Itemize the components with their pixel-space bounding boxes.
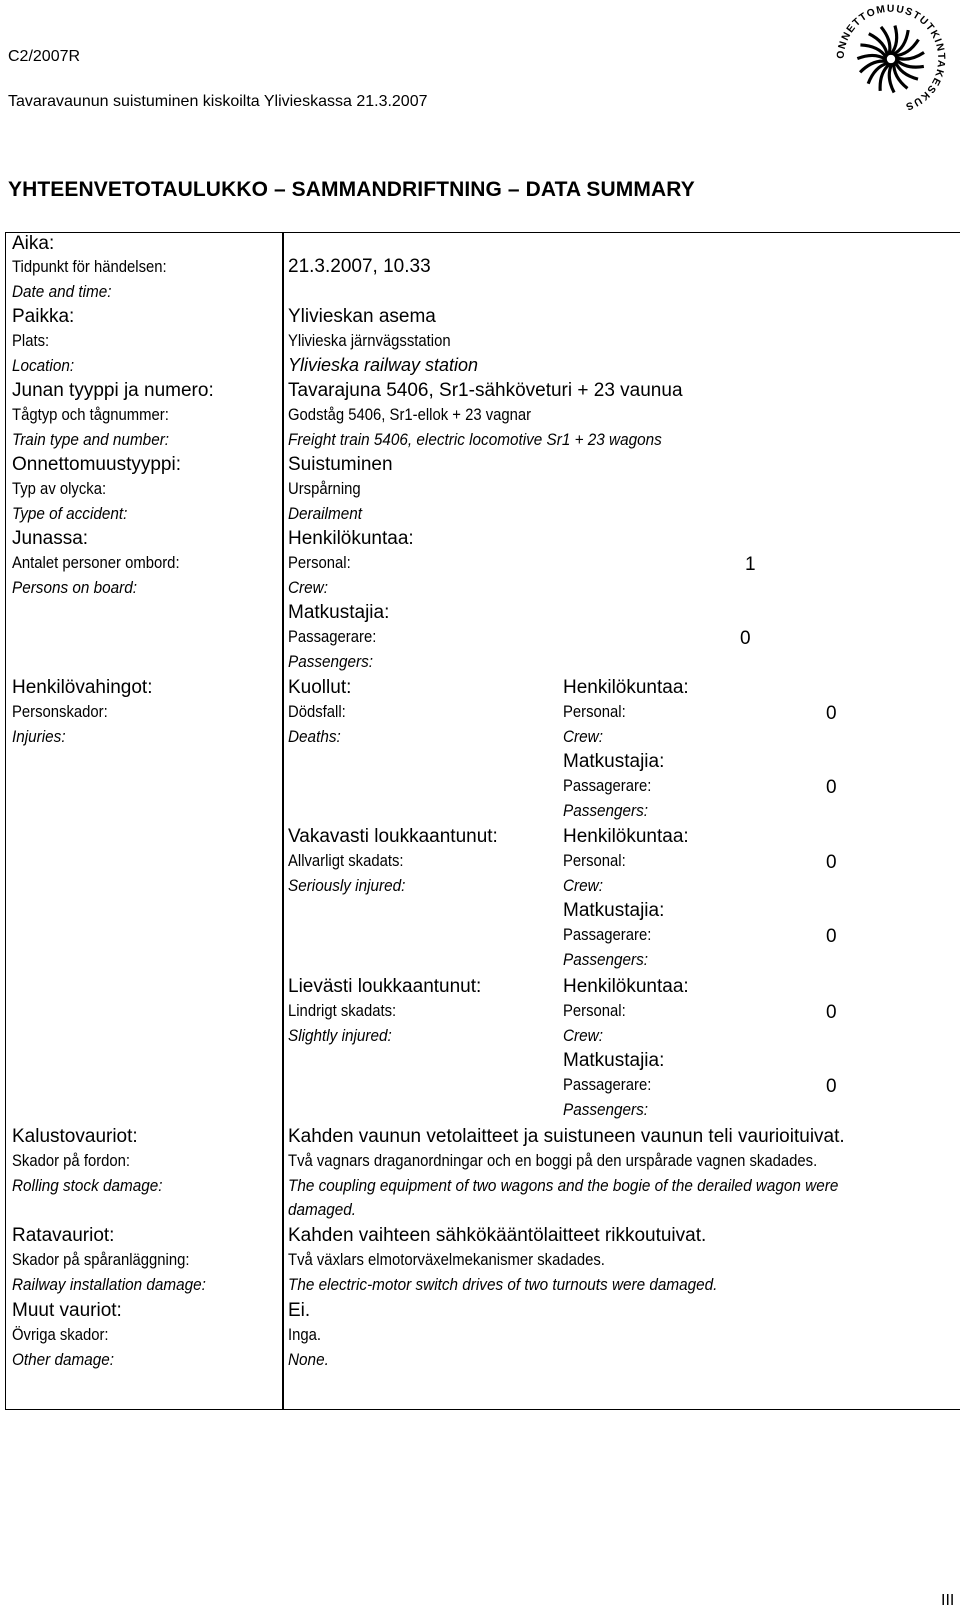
page-number: III xyxy=(941,1592,955,1609)
rolling-stock-value-en-cont: damaged. xyxy=(288,1200,357,1219)
label-rolling-stock-fi: Kalustovauriot: xyxy=(12,1126,138,1147)
label-train-fi: Junan tyyppi ja numero: xyxy=(12,380,214,401)
value-location-en: Ylivieska railway station xyxy=(288,355,479,375)
serious-crew-fi: Henkilökuntaa: xyxy=(563,826,689,847)
onnettomuustutkintakeskus-logo xyxy=(832,0,950,118)
summary-heading: YHTEENVETOTAULUKKO – SAMMANDRIFTNING – DATA SUMMARY xyxy=(8,178,695,201)
onboard-pass-en: Passengers: xyxy=(288,652,374,671)
label-other-en: Other damage: xyxy=(12,1350,115,1369)
column-divider xyxy=(282,232,284,1410)
onboard-crew-fi: Henkilökuntaa: xyxy=(288,528,414,549)
label-accident-fi: Onnettomuustyyppi: xyxy=(12,454,181,475)
label-location-sv: Plats: xyxy=(12,332,50,350)
serious-pass-fi: Matkustajia: xyxy=(563,900,665,921)
label-onboard-sv: Antalet personer ombord: xyxy=(12,554,180,572)
serious-pass-value: 0 xyxy=(826,926,837,947)
label-railway-sv: Skador på spåranläggning: xyxy=(12,1251,190,1269)
label-accident-sv: Typ av olycka: xyxy=(12,480,107,498)
value-accident-sv: Urspårning xyxy=(288,480,361,498)
slight-label-fi: Lievästi loukkaantunut: xyxy=(288,976,482,997)
serious-label-fi: Vakavasti loukkaantunut: xyxy=(288,826,498,847)
value-accident-en: Derailment xyxy=(288,504,362,523)
slight-crew-en: Crew: xyxy=(563,1026,603,1045)
serious-crew-sv: Personal: xyxy=(563,852,626,870)
label-location-en: Location: xyxy=(12,356,75,375)
deaths-crew-en: Crew: xyxy=(563,727,603,746)
svg-text:ONNETTOMUUSTUTKINTAKESKUS: ONNETTOMUUSTUTKINTAKESKUS xyxy=(835,3,947,113)
label-train-en: Train type and number: xyxy=(12,430,170,449)
other-value-sv: Inga. xyxy=(288,1326,322,1344)
label-onboard-fi: Junassa: xyxy=(12,528,89,549)
value-time: 21.3.2007, 10.33 xyxy=(288,256,431,277)
onboard-pass-sv: Passagerare: xyxy=(288,628,377,646)
label-time-fi: Aika: xyxy=(12,233,55,254)
slight-pass-fi: Matkustajia: xyxy=(563,1050,665,1071)
onboard-crew-value: 1 xyxy=(745,554,756,575)
deaths-crew-sv: Personal: xyxy=(563,703,626,721)
onboard-pass-value: 0 xyxy=(740,628,751,649)
deaths-pass-en: Passengers: xyxy=(563,801,649,820)
onboard-pass-fi: Matkustajia: xyxy=(288,602,390,623)
onboard-crew-en: Crew: xyxy=(288,578,328,597)
slight-crew-value: 0 xyxy=(826,1002,837,1023)
rolling-stock-value-en: The coupling equipment of two wagons and the bogie of the derailed wagon were xyxy=(288,1176,839,1195)
slight-pass-sv: Passagerare: xyxy=(563,1076,652,1094)
label-time-sv: Tidpunkt för händelsen: xyxy=(12,258,167,276)
railway-value-sv: Två växlars elmotorväxelmekanismer skadades. xyxy=(288,1251,605,1269)
label-injuries-sv: Personskador: xyxy=(12,703,108,721)
label-rolling-stock-sv: Skador på fordon: xyxy=(12,1152,131,1170)
deaths-label-fi: Kuollut: xyxy=(288,677,352,698)
deaths-pass-fi: Matkustajia: xyxy=(563,751,665,772)
serious-crew-en: Crew: xyxy=(563,876,603,895)
label-railway-en: Railway installation damage: xyxy=(12,1275,206,1294)
serious-pass-sv: Passagerare: xyxy=(563,926,652,944)
document-title: Tavaravaunun suistuminen kiskoilta Ylivieskassa 21.3.2007 xyxy=(8,93,428,110)
label-railway-fi: Ratavauriot: xyxy=(12,1225,115,1246)
slight-pass-en: Passengers: xyxy=(563,1100,649,1119)
label-other-sv: Övriga skador: xyxy=(12,1326,109,1344)
rolling-stock-value-fi: Kahden vaunun vetolaitteet ja suistuneen vaunun teli vaurioituivat. xyxy=(288,1126,845,1147)
deaths-crew-value: 0 xyxy=(826,703,837,724)
label-location-fi: Paikka: xyxy=(12,306,75,327)
other-value-fi: Ei. xyxy=(288,1300,311,1321)
label-train-sv: Tågtyp och tågnummer: xyxy=(12,406,169,424)
slight-label-sv: Lindrigt skadats: xyxy=(288,1002,397,1020)
deaths-crew-fi: Henkilökuntaa: xyxy=(563,677,689,698)
label-injuries-en: Injuries: xyxy=(12,727,66,746)
document-code: C2/2007R xyxy=(8,48,81,65)
value-train-fi: Tavarajuna 5406, Sr1-sähköveturi + 23 vaunua xyxy=(288,380,683,401)
value-location-sv: Ylivieska järnvägsstation xyxy=(288,332,451,350)
value-location-fi: Ylivieskan asema xyxy=(288,306,436,327)
label-time-en: Date and time: xyxy=(12,282,112,301)
value-train-en: Freight train 5406, electric locomotive Sr1 + 23 wagons xyxy=(288,430,662,449)
deaths-label-en: Deaths: xyxy=(288,727,341,746)
deaths-pass-value: 0 xyxy=(826,777,837,798)
label-injuries-fi: Henkilövahingot: xyxy=(12,677,153,698)
deaths-pass-sv: Passagerare: xyxy=(563,777,652,795)
serious-crew-value: 0 xyxy=(826,852,837,873)
serious-pass-en: Passengers: xyxy=(563,950,649,969)
value-accident-fi: Suistuminen xyxy=(288,454,393,475)
serious-label-sv: Allvarligt skadats: xyxy=(288,852,404,870)
other-value-en: None. xyxy=(288,1350,329,1369)
railway-value-fi: Kahden vaihteen sähkökääntölaitteet rikkoutuivat. xyxy=(288,1225,707,1246)
railway-value-en: The electric-motor switch drives of two turnouts were damaged. xyxy=(288,1275,718,1294)
rolling-stock-value-sv: Två vagnars draganordningar och en boggi på den urspårade vagnen skadades. xyxy=(288,1152,818,1170)
slight-crew-fi: Henkilökuntaa: xyxy=(563,976,689,997)
slight-crew-sv: Personal: xyxy=(563,1002,626,1020)
serious-label-en: Seriously injured: xyxy=(288,876,406,895)
onboard-crew-sv: Personal: xyxy=(288,554,351,572)
label-rolling-stock-en: Rolling stock damage: xyxy=(12,1176,163,1195)
label-other-fi: Muut vauriot: xyxy=(12,1300,122,1321)
slight-pass-value: 0 xyxy=(826,1076,837,1097)
deaths-label-sv: Dödsfall: xyxy=(288,703,346,721)
slight-label-en: Slightly injured: xyxy=(288,1026,392,1045)
label-accident-en: Type of accident: xyxy=(12,504,128,523)
label-onboard-en: Persons on board: xyxy=(12,578,138,597)
value-train-sv: Godståg 5406, Sr1-ellok + 23 vagnar xyxy=(288,406,532,424)
